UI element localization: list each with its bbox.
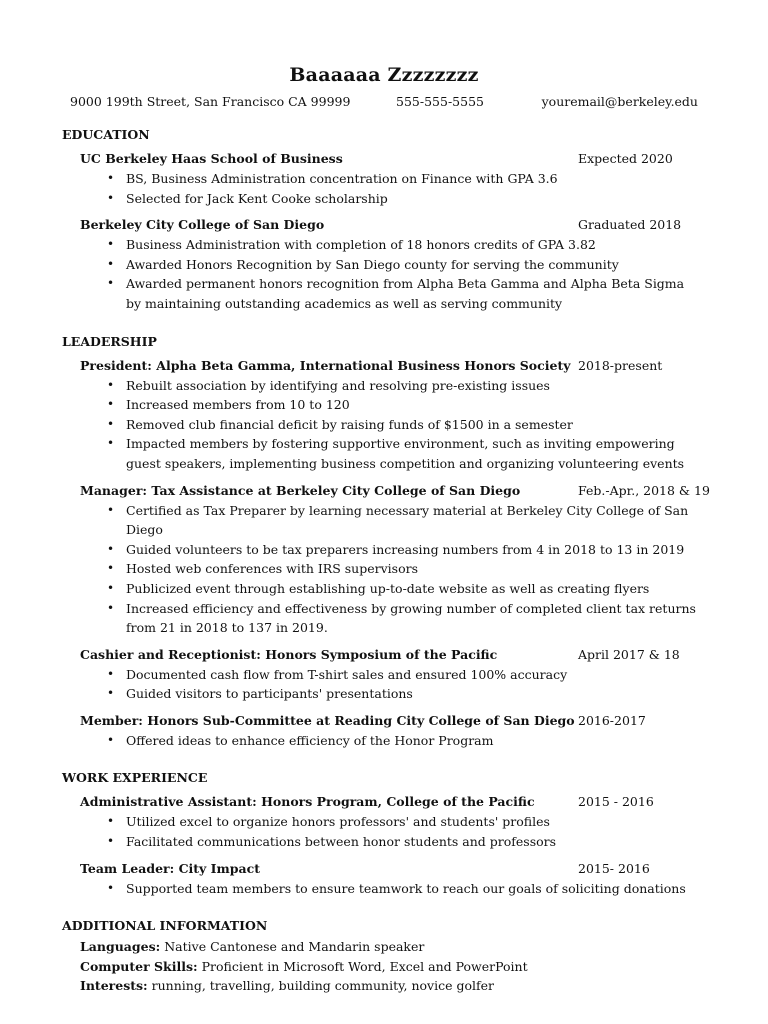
bullet-item: • Publicized event through establishing up-to-date website as well as creating flyers <box>126 579 702 599</box>
entry <box>62 859 702 899</box>
entry-header <box>62 792 702 812</box>
section-spacer <box>62 905 702 915</box>
entry-header <box>62 149 702 169</box>
bullet-item: • Guided visitors to participants' presentations <box>126 684 702 704</box>
entry-title: Team Leader: City Impact <box>80 860 260 876</box>
section-title: ADDITIONAL INFORMATION <box>62 918 268 934</box>
entry-date: Feb.-Apr., 2018 & 19 <box>578 482 710 498</box>
entry <box>62 149 702 208</box>
section-title: LEADERSHIP <box>62 333 157 349</box>
bullet-item: • Documented cash flow from T-shirt sales and ensured 100% accuracy <box>126 665 702 685</box>
section-title: WORK EXPERIENCE <box>62 770 208 786</box>
entry-header <box>62 711 702 731</box>
info-text: Proficient in Microsoft Word, Excel and PowerPoint <box>197 958 528 974</box>
bullet-item: • Impacted members by fostering supportive environment, such as inviting empowering guest speakers, implementing business competition and organizing volunteering events <box>126 434 702 473</box>
entry-date: 2018-present <box>578 357 663 373</box>
entry <box>62 356 702 474</box>
entry-header <box>62 645 702 665</box>
entry <box>62 481 710 638</box>
section-spacer <box>62 757 702 767</box>
bullet-item: • Supported team members to ensure teamwork to reach our goals of soliciting donations <box>126 879 702 899</box>
bullet-item: • Rebuilt association by identifying and resolving pre-existing issues <box>126 376 702 396</box>
bullet-item: • Utilized excel to organize honors professors' and students' profiles <box>126 812 702 832</box>
entry-title: Member: Honors Sub-Committee at Reading City College of San Diego <box>80 712 575 728</box>
candidate-name: Baaaaaa Zzzzzzzz <box>289 64 479 86</box>
bullet-list <box>62 731 702 751</box>
bullet-list <box>62 812 702 851</box>
entry-header <box>62 859 702 879</box>
bullet-item: • Increased efficiency and effectiveness by growing number of completed client tax returns from 21 in 2018 to 137 in 2019. <box>126 599 702 638</box>
entry-date: April 2017 & 18 <box>578 646 680 662</box>
contact-address: 9000 199th Street, San Francisco CA 99999 <box>70 94 351 109</box>
bullet-item: • Offered ideas to enhance efficiency of the Honor Program <box>126 731 702 751</box>
bullet-list <box>62 169 702 208</box>
bullet-item: • Increased members from 10 to 120 <box>126 395 702 415</box>
bullet-item: • Facilitated communications between honor students and professors <box>126 832 702 852</box>
entry-title: Administrative Assistant: Honors Program, College of the Pacific <box>80 794 535 810</box>
entry-header <box>62 481 710 501</box>
bullet-item: • Selected for Jack Kent Cooke scholarship <box>126 189 702 209</box>
resume-body <box>62 124 710 996</box>
entry <box>62 711 702 751</box>
entry-date: 2015 - 2016 <box>578 794 654 810</box>
entry-title: Berkeley City College of San Diego <box>80 217 325 233</box>
info-label: Computer Skills: <box>80 958 198 974</box>
entry-date: Expected 2020 <box>578 151 673 166</box>
bullet-item: • Hosted web conferences with IRS supervisors <box>126 559 702 579</box>
info-text: Native Cantonese and Mandarin speaker <box>160 939 425 955</box>
entry-title: Manager: Tax Assistance at Berkeley City College of San Diego <box>80 482 521 498</box>
section-additional-information <box>62 915 702 996</box>
entry-date: 2016-2017 <box>578 712 646 728</box>
info-line <box>62 937 702 957</box>
bullet-list <box>62 665 702 704</box>
entry <box>62 645 702 704</box>
entry <box>62 215 702 313</box>
bullet-list <box>62 235 702 313</box>
entry-date: Graduated 2018 <box>578 217 682 233</box>
section-education <box>62 124 702 314</box>
bullet-item: • Guided volunteers to be tax preparers increasing numbers from 4 in 2018 to 13 in 2019 <box>126 540 702 560</box>
entry-date: 2015- 2016 <box>578 860 650 876</box>
bullet-item: • Removed club financial deficit by raising funds of $1500 in a semester <box>126 415 702 435</box>
section-spacer <box>62 321 702 331</box>
section-leadership <box>62 331 710 751</box>
info-line <box>62 957 702 977</box>
bullet-item: • Awarded permanent honors recognition from Alpha Beta Gamma and Alpha Beta Sigma by maintaining outstanding academics as well as serving community <box>126 274 702 313</box>
entry-header <box>62 215 702 235</box>
contact-phone: 555-555-5555 <box>396 94 484 109</box>
entry <box>62 792 702 851</box>
bullet-item: • Awarded Honors Recognition by San Diego county for serving the community <box>126 255 702 275</box>
bullet-item: • Certified as Tax Preparer by learning necessary material at Berkeley City College of San Diego <box>126 501 702 540</box>
info-text: running, travelling, building community, novice golfer <box>147 978 494 994</box>
bullet-list <box>62 879 702 899</box>
bullet-item: • Business Administration with completion of 18 honors credits of GPA 3.82 <box>126 235 702 255</box>
entry-title: President: Alpha Beta Gamma, International Business Honors Society <box>80 357 571 373</box>
bullet-list <box>62 501 702 638</box>
section-title: EDUCATION <box>62 127 150 142</box>
section-work-experience <box>62 767 702 898</box>
entry-title: Cashier and Receptionist: Honors Symposium of the Pacific <box>80 646 498 662</box>
info-label: Languages: <box>80 939 161 955</box>
entry-title: UC Berkeley Haas School of Business <box>80 151 343 166</box>
info-label: Interests: <box>80 978 148 994</box>
entry-header <box>62 356 702 376</box>
bullet-item: • BS, Business Administration concentration on Finance with GPA 3.6 <box>126 169 702 189</box>
bullet-list <box>62 376 702 474</box>
info-line <box>62 976 702 996</box>
contact-email: youremail@berkeley.edu <box>541 94 698 109</box>
